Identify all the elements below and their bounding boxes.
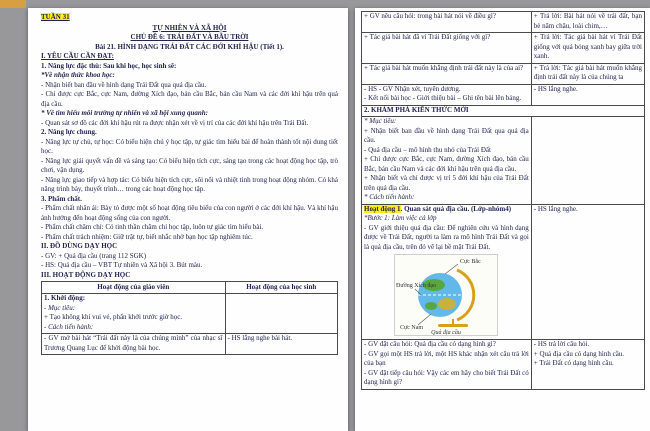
doc-line: - HS - GV Nhận xét, tuyên dương.	[364, 84, 461, 93]
doc-line: - HS trả lời câu hỏi.	[533, 340, 590, 348]
doc-line: + GV nêu câu hỏi: trong bài hát nói về điều gì?	[364, 12, 496, 20]
table-header-row	[42, 282, 338, 294]
doc-line	[364, 205, 529, 215]
activity-row	[362, 340, 645, 390]
activity-row	[362, 84, 645, 105]
title-block	[41, 24, 338, 53]
doc-line: - Năng lực giao tiếp và hợp tác: Có biểu hiện tích cực, sôi nổi và nhiệt tình trong hoạt động nhóm. Có khả năng trình bày, thuyết trình… trong các hoạt động học tập.	[41, 175, 338, 193]
body-block	[41, 52, 338, 280]
activity-table-right	[361, 11, 645, 390]
doc-line: - Phẩm chất nhân ái: Bày tỏ được một số hoạt động tiêu biểu của con người ở các đới khí hậu. Và khí hậu ảnh hưởng đến hoạt động sống của con người.	[41, 204, 338, 222]
globe-label-equator: Đường Xích đạo	[396, 283, 437, 289]
page-right	[355, 8, 650, 431]
teacher-cell	[42, 334, 226, 355]
doc-line: - Năng lực tự chủ, tự học: Có biểu hiện chú ý học tập, tự giác tìm hiểu bài để hoàn thành tốt nội dung tiết học.	[41, 137, 338, 155]
doc-line: - Quả địa cầu – mô hình thu nhỏ của Trái Đất	[364, 145, 491, 154]
doc-line: - Quan sát sơ đồ các đới khí hậu rút ra được nhận xét về vị trí của các đới khí hậu trên Trái Đất.	[41, 118, 309, 127]
globe-land-south	[438, 298, 456, 310]
teacher-cell	[362, 63, 532, 84]
doc-line-text: . Quan sát quả địa cầu. (Lớp-nhóm4)	[400, 204, 512, 213]
doc-line: - Năng lực giải quyết vấn đề và sáng tạo: Có biểu hiện tích cực, sáng tạo trong các hoạt động học tập, trò chơi, vận dụng.	[41, 156, 338, 174]
student-cell	[531, 204, 644, 340]
doc-line: - Cách tiến hành:	[44, 322, 94, 331]
doc-line: - GV đặt câu hỏi: Quả địa cầu có dạng hình gì?	[364, 340, 496, 348]
activity-row	[42, 334, 338, 355]
doc-line: + Nhận biết ban đầu về hình dạng Trái Đất qua quả địa cầu.	[364, 126, 529, 144]
doc-line: + Nhận biết và chỉ được vị trí 5 đới khí hậu của Trái Đất trên quả địa cầu.	[364, 174, 529, 192]
activity-table-right-body	[362, 12, 645, 390]
doc-line: *Bước 1: Làm việc cả lớp	[364, 214, 437, 222]
activity-row	[362, 63, 645, 84]
doc-line: + Trái Đất có dạng hình cầu.	[533, 359, 614, 367]
activity-row	[362, 117, 645, 205]
doc-line: II. ĐỒ DÙNG DẠY HỌC	[41, 242, 118, 250]
activity-row	[362, 33, 645, 64]
activity-row	[42, 294, 338, 334]
student-cell	[531, 33, 644, 64]
student-cell	[531, 12, 644, 33]
student-cell	[225, 334, 337, 355]
doc-line: - HS: Quả địa cầu – VBT Tự nhiên và Xã hội 3. Bút màu.	[41, 261, 203, 269]
highlighted-text: Hoạt động 1	[364, 204, 401, 213]
doc-line: 2. Năng lực chung.	[41, 128, 97, 136]
doc-line: CHỦ ĐỀ 6: TRÁI ĐẤT VÀ BẦU TRỜI	[130, 33, 249, 41]
doc-line: + Trả lời: Tác giả bài hát ví Trái Đất giống với quả bóng xanh bay giữa trời xanh.	[533, 33, 642, 60]
doc-line: - HS lắng nghe.	[533, 204, 578, 213]
doc-line: - Phẩm chất trách nhiệm: Giữ trật tự, biết nhắc nhở bạn học tập nghiêm túc.	[41, 232, 253, 241]
doc-line: + Trả lời: Tác giả bài hát muốn khẳng định trái đất này là của chúng ta	[533, 63, 642, 81]
globe-figure-slot	[364, 252, 529, 338]
doc-line: + Tác giả bài hát đã ví Trái Đất giống với gì?	[364, 33, 491, 41]
doc-line: + Trả lời: Bài hát nói về trái đất, bạn bè năm châu, loài chim,…	[533, 12, 642, 30]
doc-line: - GV gọi một HS trả lời, một HS khác nhận xét câu trả lời của bạn	[364, 349, 529, 367]
teacher-cell	[362, 117, 532, 205]
student-column-header: Hoạt động của học sinh	[225, 282, 337, 294]
student-cell	[531, 340, 644, 390]
teacher-column-header: Hoạt động của giáo viên	[42, 282, 226, 294]
doc-line: - Chỉ được cực Bắc, cực Nam, đường Xích đạo, bán cầu Bắc, bán cầu Nam và các đới khí hậu trên quả địa cầu.	[41, 90, 338, 108]
globe-caption: Quả địa cầu	[431, 330, 462, 336]
teacher-cell	[362, 12, 532, 33]
doc-line: 1. Năng lực đặc thù: Sau khi học, học sinh sẽ:	[41, 61, 177, 70]
doc-line: Bài 21. HÌNH DẠNG TRÁI ĐẤT CÁC ĐỚI KHÍ HẬU (Tiết 1).	[95, 42, 284, 51]
globe-stand-base	[438, 324, 468, 327]
doc-line: - Mục tiêu:	[44, 303, 76, 312]
week-label	[41, 13, 338, 23]
teacher-cell	[42, 294, 226, 334]
doc-line: * Mục tiêu:	[364, 117, 397, 125]
globe-figure	[364, 252, 529, 338]
teacher-cell	[362, 340, 532, 390]
globe-image	[394, 254, 498, 336]
activity-table-left	[41, 281, 338, 355]
doc-line: - GV đặt tiếp câu hỏi: Vậy các em hãy cho biết Trái Đất có dạng hình gì?	[364, 368, 529, 386]
globe-label-south: Cực Nam	[400, 325, 424, 331]
desktop-corner	[0, 0, 26, 8]
globe-land-west	[425, 302, 437, 310]
doc-line: - HS lắng nghe bài hát.	[227, 334, 293, 342]
doc-line: III. HOẠT ĐỘNG DẠY HỌC	[41, 270, 131, 279]
doc-line: - Nhận biết ban đầu về hình dạng Trái Đất qua quả địa cầu.	[41, 80, 207, 89]
doc-line: - GV: + Quả địa cầu (trang 112 SGK)	[41, 251, 147, 260]
section-cell	[362, 105, 645, 117]
doc-line: 3. Phẩm chất.	[41, 194, 82, 203]
student-cell	[225, 294, 337, 334]
student-cell	[531, 84, 644, 105]
globe-label-north: Cực Bắc	[460, 259, 482, 265]
activity-row	[362, 12, 645, 33]
teacher-cell	[362, 33, 532, 64]
doc-line: - GV mở bài hát “Trái đất này là của chúng mình” của nhạc sĩ Trương Quang Lục để khởi động bài học.	[44, 334, 223, 352]
doc-line: + Chỉ được cực Bắc, cực Nam, đường Xích đạo, bán cầu Bắc, bán cầu Nam và các đới khí hậu trên quả địa cầu.	[364, 155, 529, 173]
doc-line: + Quả địa cầu có dạng hình cầu.	[533, 349, 625, 358]
doc-line: 1. Khởi động:	[44, 294, 86, 302]
teacher-cell	[362, 204, 532, 340]
doc-line: - Kết nối bài học - Giới thiệu bài – Ghi tên bài lên bảng.	[364, 94, 522, 102]
doc-line: 2. KHÁM PHÁ KIẾN THỨC MỚI	[364, 105, 469, 114]
doc-line: + Tác giả bài hát muốn khẳng định trái đất này là của ai?	[364, 63, 524, 72]
doc-line: * Về tìm hiểu môi trường tự nhiên và xã hội xung quanh:	[41, 109, 208, 117]
doc-line: - GV giới thiệu quả địa cầu: Để nghiên cứu và hình dạng được về Trái Đất, người ta làm ra mô hình Trái Đất và gọi là quả địa cầu, trên đó vẽ lại bề mặt Trái Đất.	[364, 223, 529, 251]
student-cell	[531, 117, 644, 205]
doc-line: - HS lắng nghe.	[533, 84, 578, 93]
doc-line: * Cách tiến hành:	[364, 193, 415, 201]
doc-line: + Tạo không khí vui vẻ, phấn khởi trước giờ học.	[44, 313, 183, 321]
doc-line: - Phẩm chất chăm chỉ: Có tinh thần chăm chỉ học tập, luôn tự giác tìm hiểu bài.	[41, 223, 264, 231]
teacher-cell	[362, 84, 532, 105]
student-cell	[531, 63, 644, 84]
doc-line: I. YÊU CẦU CẦN ĐẠT:	[41, 52, 114, 60]
doc-line: TỰ NHIÊN VÀ XÃ HỘI	[152, 23, 227, 32]
week-highlight: TUẦN 31	[41, 13, 70, 21]
activity-table-left-body	[42, 294, 338, 355]
activity-row	[362, 105, 645, 117]
doc-line: *Về nhận thức khoa học:	[41, 71, 115, 79]
activity-row	[362, 204, 645, 340]
page-left	[28, 8, 348, 431]
